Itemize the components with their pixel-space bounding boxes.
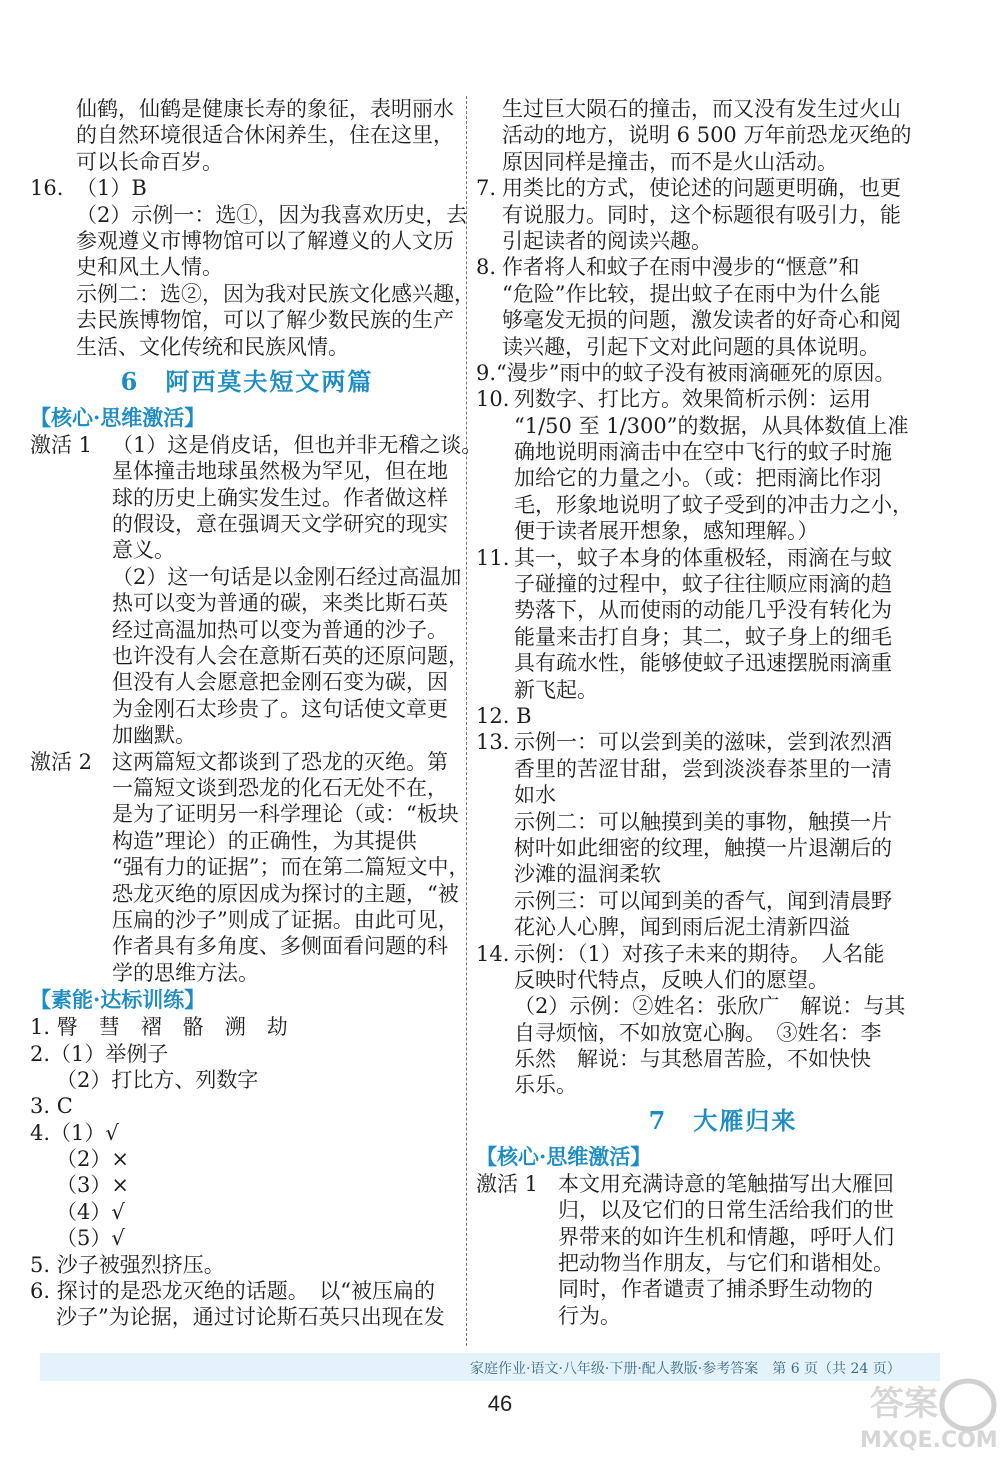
text-line: “1/50 至 1/300”的数据，从具体数值上准 [514,413,909,438]
svg-text:答案: 答案 [870,1384,938,1424]
text-line: 同时，作者谴责了捕杀野生动物的 [558,1277,873,1302]
intro-block [30,96,464,175]
answer-number: 10. [476,387,510,412]
text-line: 6. 探讨的是恐龙灭绝的话题。 以“被压扁的 [30,1279,435,1304]
text-line: 其一，蚊子本身的体重极轻，雨滴在与蚊 [514,545,892,570]
lesson-6-title: 6 阿西莫夫短文两篇 [120,366,374,396]
text-line: 反映时代特点，反映人们的愿望。 [514,967,829,992]
text-line: 香里的苦涩甘甜，尝到淡淡春茶里的一清 [514,756,892,781]
text-line: 确地说明雨滴击中在空中飞行的蚊子时施 [514,440,892,465]
text-line: 子碰撞的过程中，蚊子往往顺应雨滴的趋 [514,572,892,597]
text-line: 能量来击打自身；其二，蚊子身上的细毛 [514,624,892,649]
text-line: 是为了证明另一科学理论（或：“板块 [112,802,459,827]
text-line: “强有力的证据”；而在第二篇短文中， [112,855,470,880]
text-line: 星体撞击地球虽然极为罕见，但在地 [112,459,448,484]
text-line: 沙子”为论据，通过讨论斯石英只出现在发 [56,1305,445,1330]
activation-2 [30,749,470,987]
text-line: （3）× [56,1173,129,1198]
text-line: 经过高温加热可以变为普通的沙子。 [112,617,448,642]
activation-label: 激活 1 [476,1171,539,1196]
lesson-7-title: 7 大雁归来 [648,1105,798,1135]
answer-number: 11. [476,545,510,570]
text-line: 便于读者展开想象，感知理解。） [514,519,819,544]
answer-11 [476,545,970,703]
text-line: “危险”作比较，提出蚊子在雨中为什么能 [502,281,881,306]
section-core-heading: 【核心·思维激活】 [30,404,206,430]
answer-12: 12. B [476,703,532,728]
text-line: 列数字、打比方。效果简析示例：运用 [514,387,871,412]
text-line: （1）B [76,176,147,201]
answer-number: 16. [30,176,64,201]
text-line: 势落下，从而使雨的动能几乎没有转化为 [514,598,892,623]
answer-7 [476,175,970,254]
text-line: 的自然环境很适合休闲养生，住在这里， [76,123,454,148]
continuation-block [476,96,970,175]
text-line: 乐然 解说：与其愁眉苦脸，不如快快 [514,1047,871,1072]
answer-number: 7. [476,176,497,201]
text-line: 3. C [30,1094,73,1119]
text-line: 示例二：可以触摸到美的事物，触摸一片 [514,809,892,834]
text-line: 加幽默。 [112,723,196,748]
text-line: 示例：（1）对孩子未来的期待。 人名能 [514,941,885,966]
text-line: 的假设，意在强调天文学研究的现实 [112,512,448,537]
text-line: （2）打比方、列数字 [56,1067,259,1092]
training-answers [30,1014,464,1331]
text-line: 2.（1）举例子 [30,1041,169,1066]
text-line: 球的历史上确实发生过。作者做这样 [112,485,448,510]
answer-13 [476,729,970,940]
left-column [30,96,483,1331]
text-line: 仙鹤，仙鹤是健康长寿的象征，表明丽水 [76,97,454,121]
text-line: 行为。 [558,1303,621,1328]
text-line: 一篇短文谈到恐龙的化石无处不在， [112,775,448,800]
text-line: （2）示例：②姓名：张欣广 解说：与其 [514,994,906,1019]
text-line: 参观遵义市博物馆可以了解遵义的人文历 [76,228,454,253]
watermark-logo [850,1375,1000,1453]
text-line: 5. 沙子被强烈挤压。 [30,1252,225,1277]
text-line: 原因同样是撞击，而不是火山活动。 [502,149,838,174]
text-line: 恐龙灭绝的原因成为探讨的主题，“被 [112,881,459,906]
text-line: 归，以及它们的日常生活给我们的世 [558,1198,894,1223]
activation-1-lesson-7 [476,1171,970,1329]
text-line: 活动的地方，说明 6 500 万年前恐龙灭绝的 [502,123,912,148]
activation-1 [30,432,483,749]
text-line: （2）这一句话是以金刚石经过高温加 [112,564,462,589]
answer-9: 9.“漫步”雨中的蚊子没有被雨滴砸死的原因。 [476,360,896,385]
right-column [476,96,970,1329]
answer-number: 8. [476,255,497,280]
text-line: 读兴趣，引起下文对此问题的具体说明。 [502,334,880,359]
text-line: 意义。 [112,538,175,563]
answer-16 [30,175,475,360]
text-line: 花沁人心脾，闻到雨后泥土清新四溢 [514,915,850,940]
text-line: 新飞起。 [514,677,598,702]
text-line: 示例二：选②，因为我对民族文化感兴趣， [76,281,475,306]
text-line: （1）这是俏皮话，但也并非无稽之谈。 [112,432,483,457]
text-line: （2）示例一：选①，因为我喜欢历史，去 [76,202,468,227]
text-line: （2）× [56,1147,129,1172]
page-number: 46 [487,1391,513,1416]
text-line: 生过巨大陨石的撞击，而又没有发生过火山 [502,97,901,121]
answer-8 [476,254,970,360]
text-line: 把动物当作朋友，与它们和谐相处。 [558,1251,894,1276]
text-line: 为金刚石太珍贵了。这句话使文章更 [112,696,448,721]
text-line: 示例一：可以尝到美的滋味，尝到浓烈酒 [514,730,892,755]
text-line: 作者具有多角度、多侧面看问题的科 [112,934,448,959]
text-line: 加给它的力量之小。（或：把雨滴比作羽 [514,466,882,491]
text-line: 4.（1）√ [30,1120,119,1145]
text-line: 界带来的如许生机和情趣，呼吁人们 [558,1224,894,1249]
text-line: 作者将人和蚊子在雨中漫步的“惬意”和 [502,255,860,280]
text-line: 1. 臀 彗 褶 骼 溯 劫 [30,1015,288,1040]
text-line: （5）√ [56,1226,125,1251]
text-line: 热可以变为普通的碳，来类比斯石英 [112,591,448,616]
text-line: 压扁的沙子”则成了证据。由此可见， [112,907,459,932]
answer-10 [476,386,970,544]
text-line: 够毫发无损的问题，激发读者的好奇心和阅 [502,308,901,333]
watermark-logo-icon [850,1375,1000,1453]
answer-number: 14. [476,941,510,966]
answer-14 [476,941,970,1099]
section-train-heading: 【素能·达标训练】 [30,987,206,1013]
text-line: 史和风土人情。 [76,255,223,280]
text-line: 这两篇短文都谈到了恐龙的灭绝。第 [112,749,448,774]
svg-text:MXQE.COM: MXQE.COM [860,1428,998,1453]
text-line: 示例三：可以闻到美的香气，闻到清晨野 [514,888,892,913]
text-line: 引起读者的阅读兴趣。 [502,228,712,253]
text-line: 构造”理论）的正确性，为其提供 [112,828,417,853]
text-line: 可以长命百岁。 [76,149,223,174]
text-line: 毛，形象地说明了蚊子受到的冲击力之小， [514,492,913,517]
text-line: 用类比的方式，使论述的问题更明确，也更 [502,176,901,201]
text-line: 树叶如此细密的纹理，触摸一片退潮后的 [514,835,892,860]
section-core-heading: 【核心·思维激活】 [476,1143,652,1169]
footer-caption: 家庭作业·语文·八年级·下册·配人教版·参考答案 第 6 页（共 24 页） [470,1361,901,1377]
text-line: 本文用充满诗意的笔触描写出大雁回 [558,1171,894,1196]
text-line: （4）√ [56,1199,125,1224]
text-line: 沙滩的温润柔软 [514,862,661,887]
text-line: 自寻烦恼，不如放宽心胸。 ③姓名：李 [514,1020,882,1045]
text-line: 但没有人会愿意把金刚石变为碳，因 [112,670,448,695]
text-line: 生活、文化传统和民族风情。 [76,334,349,359]
text-line: 也许没有人会在意斯石英的还原问题， [112,644,469,669]
activation-label: 激活 2 [30,749,93,774]
text-line: 乐乐。 [514,1073,577,1098]
text-line: 学的思维方法。 [112,960,259,985]
text-line: 有说服力。同时，这个标题很有吸引力，能 [502,202,901,227]
text-line: 如水 [514,783,556,808]
answer-number: 13. [476,730,510,755]
activation-label: 激活 1 [30,432,93,457]
text-line: 具有疏水性，能够使蚊子迅速摆脱雨滴重 [514,651,892,676]
text-line: 去民族博物馆，可以了解少数民族的生产 [76,308,454,333]
